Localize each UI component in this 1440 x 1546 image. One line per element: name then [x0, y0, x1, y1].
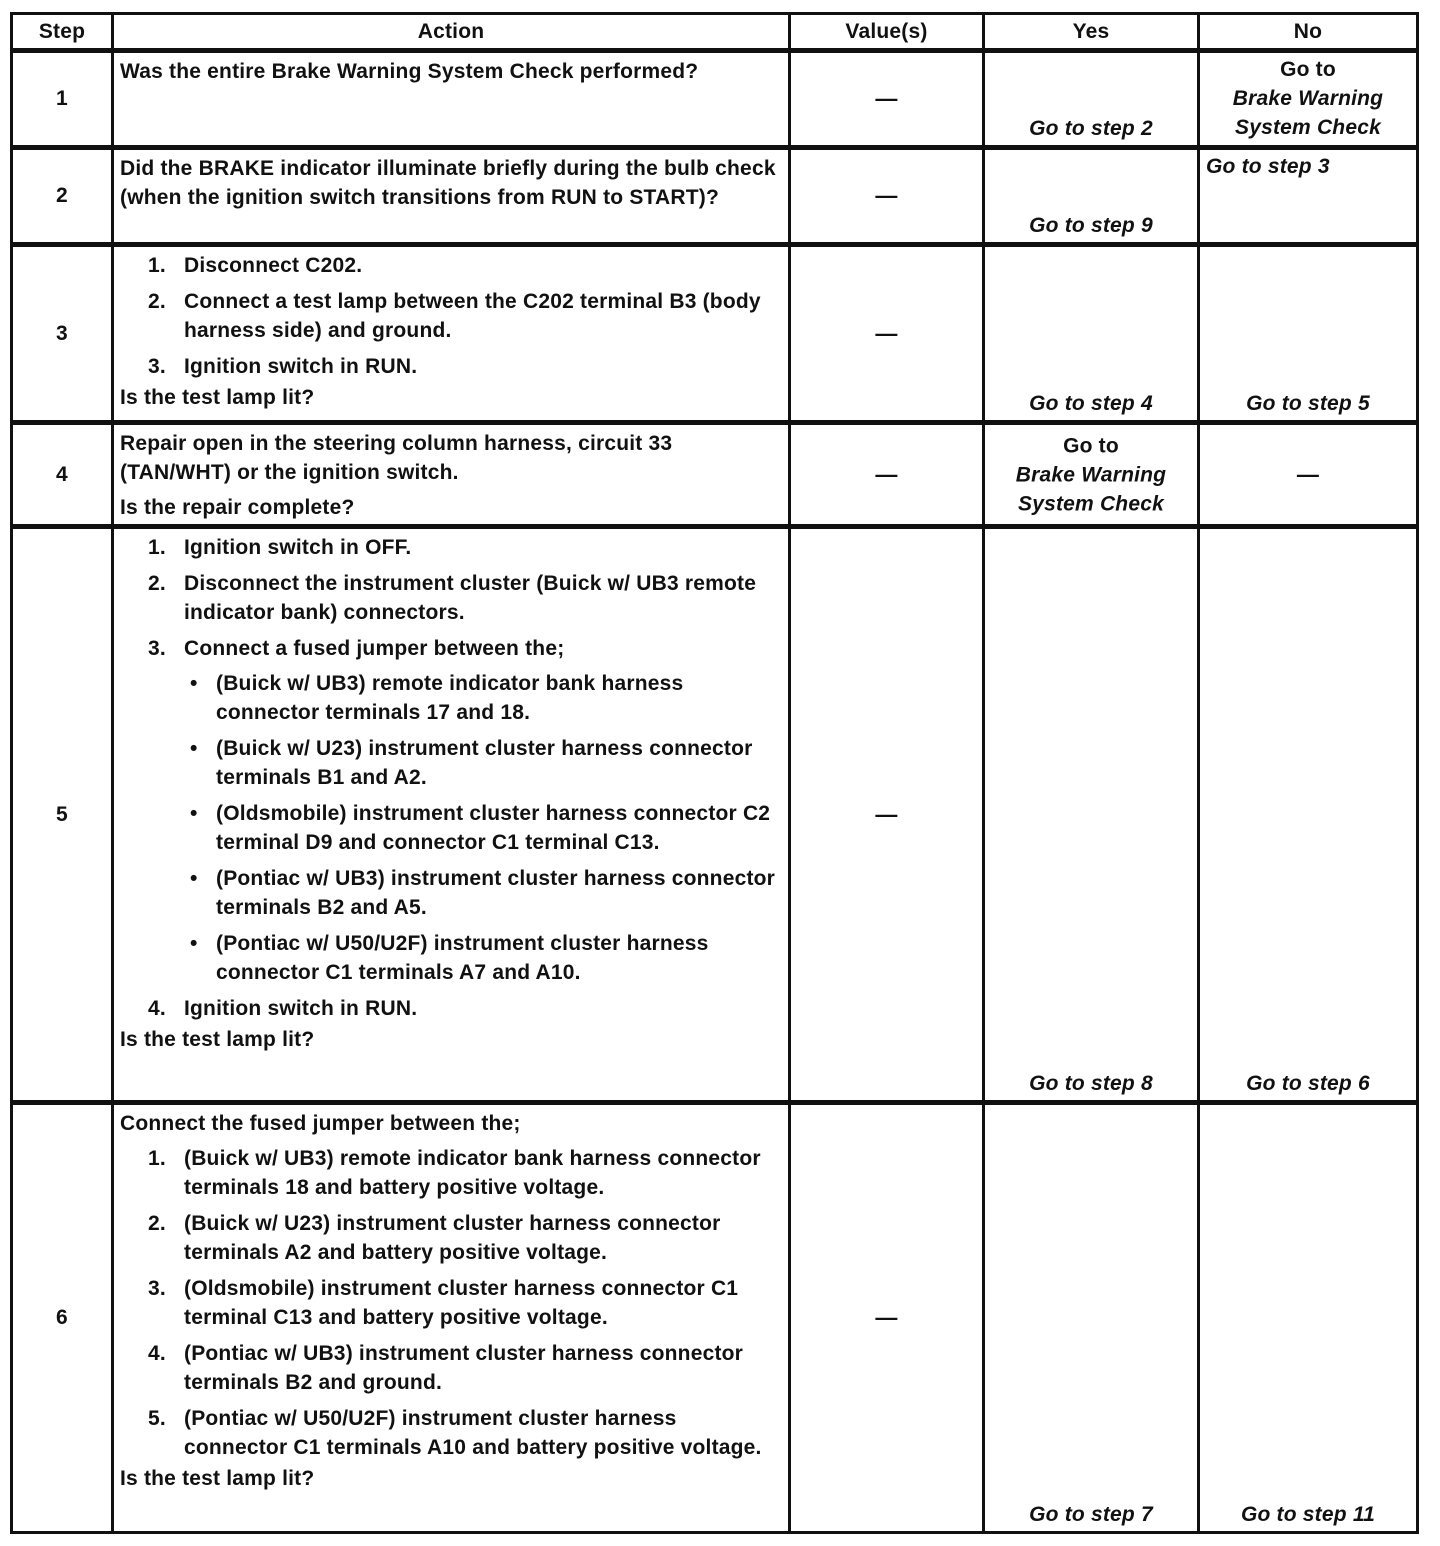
bullet-icon: • [190, 932, 198, 955]
list-item [120, 251, 784, 280]
bullet-icon: • [190, 867, 198, 890]
bullet-item [184, 929, 784, 987]
list-item [120, 352, 784, 381]
table-row [12, 51, 1418, 148]
step-number: 3 [12, 245, 113, 423]
bullet-item [184, 864, 784, 922]
yes-link[interactable]: Go to step 7 [1029, 1503, 1153, 1526]
action-cell [113, 423, 790, 527]
list-item [120, 994, 784, 1023]
step-number: 2 [12, 148, 113, 245]
yes-link[interactable]: Go to step 9 [1029, 214, 1153, 237]
item-number: 5. [148, 1407, 166, 1430]
bullet-text: (Buick w/ UB3) remote indicator bank harness connector terminals 17 and 18. [216, 672, 684, 724]
bullet-item [184, 669, 784, 727]
action-cell [113, 148, 790, 245]
value-cell: — [790, 1103, 984, 1533]
item-text: (Pontiac w/ U50/U2F) instrument cluster harness connector C1 terminals A10 and battery positive voltage. [184, 1407, 762, 1459]
question: Did the BRAKE indicator illuminate briefly during the bulb check (when the ignition switch transitions from RUN to START)? [120, 157, 776, 209]
step-number: 6 [12, 1103, 113, 1533]
table-row [12, 245, 1418, 423]
question: Is the repair complete? [120, 496, 355, 519]
list-item [120, 634, 784, 987]
item-text: Disconnect the instrument cluster (Buick w/ UB3 remote indicator bank) connectors. [184, 572, 757, 624]
item-number: 2. [148, 290, 166, 313]
yes-link[interactable]: Go to step 2 [1029, 117, 1153, 140]
bullet-text: (Buick w/ U23) instrument cluster harness connector terminals B1 and A2. [216, 737, 753, 789]
item-number: 3. [148, 355, 166, 378]
value-cell: — [790, 423, 984, 527]
bullet-text: (Pontiac w/ UB3) instrument cluster harness connector terminals B2 and A5. [216, 867, 776, 919]
item-number: 3. [148, 637, 166, 660]
header-row [12, 14, 1418, 51]
item-number: 2. [148, 1212, 166, 1235]
item-text: Disconnect C202. [184, 254, 363, 277]
diagnostic-table [10, 12, 1419, 1534]
list-item [120, 1404, 784, 1462]
action-cell [113, 51, 790, 148]
no-cell [1199, 51, 1418, 148]
item-number: 4. [148, 997, 166, 1020]
table-row [12, 1103, 1418, 1533]
item-number: 1. [148, 254, 166, 277]
no-link-line: Go to [1280, 58, 1336, 81]
step-number: 1 [12, 51, 113, 148]
no-link[interactable] [1200, 55, 1416, 142]
list-item [120, 287, 784, 345]
step-number: 5 [12, 527, 113, 1103]
item-number: 2. [148, 572, 166, 595]
list-item [120, 1209, 784, 1267]
item-text: (Buick w/ U23) instrument cluster harness connector terminals A2 and battery positive voltage. [184, 1212, 721, 1264]
list-item [120, 1274, 784, 1332]
bullet-list [184, 669, 784, 987]
no-cell: — [1199, 423, 1418, 527]
table-row [12, 148, 1418, 245]
bullet-text: (Oldsmobile) instrument cluster harness connector C2 terminal D9 and connector C1 terminal C13. [216, 802, 771, 854]
item-text: (Oldsmobile) instrument cluster harness connector C1 terminal C13 and battery positive voltage. [184, 1277, 739, 1329]
item-text: Connect a fused jumper between the; [184, 637, 565, 660]
value-cell: — [790, 245, 984, 423]
yes-cell [984, 1103, 1199, 1533]
value-cell: — [790, 51, 984, 148]
bullet-icon: • [190, 737, 198, 760]
action-cell [113, 527, 790, 1103]
value-cell: — [790, 148, 984, 245]
header-values: Value(s) [790, 14, 984, 51]
action-cell [113, 245, 790, 423]
yes-cell [984, 148, 1199, 245]
no-link[interactable]: Go to step 5 [1246, 392, 1370, 415]
question: Is the test lamp lit? [120, 386, 315, 409]
yes-link-line: Brake Warning [1015, 463, 1167, 486]
bullet-icon: • [190, 802, 198, 825]
bullet-item [184, 734, 784, 792]
item-text: Ignition switch in RUN. [184, 997, 418, 1020]
no-link[interactable]: Go to step 11 [1240, 1503, 1376, 1526]
numbered-steps [120, 533, 784, 1023]
yes-cell [984, 423, 1199, 527]
yes-cell [984, 245, 1199, 423]
value-cell: — [790, 527, 984, 1103]
action-intro: Connect the fused jumper between the; [120, 1112, 521, 1135]
yes-cell [984, 527, 1199, 1103]
yes-cell [984, 51, 1199, 148]
numbered-steps [120, 251, 784, 381]
no-cell [1199, 148, 1418, 245]
no-link[interactable]: Go to step 3 [1206, 155, 1330, 178]
item-number: 3. [148, 1277, 166, 1300]
no-link-line: Brake Warning [1232, 87, 1384, 110]
item-text: (Buick w/ UB3) remote indicator bank harness connector terminals 18 and battery positive voltage. [184, 1147, 761, 1199]
item-text: Connect a test lamp between the C202 terminal B3 (body harness side) and ground. [184, 290, 761, 342]
bullet-text: (Pontiac w/ U50/U2F) instrument cluster harness connector C1 terminals A7 and A10. [216, 932, 709, 984]
header-yes: Yes [984, 14, 1199, 51]
no-cell [1199, 1103, 1418, 1533]
yes-link-line: System Check [1018, 492, 1164, 515]
list-item [120, 569, 784, 627]
item-number: 1. [148, 536, 166, 559]
yes-link-line: Go to [1063, 434, 1119, 457]
item-text: Ignition switch in OFF. [184, 536, 412, 559]
no-cell [1199, 527, 1418, 1103]
question: Was the entire Brake Warning System Check performed? [120, 60, 699, 83]
header-step: Step [12, 14, 113, 51]
list-item [120, 1144, 784, 1202]
question: Is the test lamp lit? [120, 1467, 315, 1490]
item-number: 1. [148, 1147, 166, 1170]
table-row [12, 423, 1418, 527]
action-cell [113, 1103, 790, 1533]
bullet-item [184, 799, 784, 857]
list-item [120, 1339, 784, 1397]
header-no: No [1199, 14, 1418, 51]
item-text: (Pontiac w/ UB3) instrument cluster harness connector terminals B2 and ground. [184, 1342, 744, 1394]
numbered-steps [120, 1144, 784, 1462]
diagnostic-table-page [10, 12, 1416, 1534]
header-action: Action [113, 14, 790, 51]
bullet-icon: • [190, 672, 198, 695]
item-number: 4. [148, 1342, 166, 1365]
yes-link[interactable]: Go to step 4 [1029, 392, 1153, 415]
item-text: Ignition switch in RUN. [184, 355, 418, 378]
no-link[interactable]: Go to step 6 [1246, 1072, 1370, 1095]
list-item [120, 533, 784, 562]
table-row [12, 527, 1418, 1103]
no-link-line: System Check [1235, 116, 1381, 139]
yes-link[interactable]: Go to step 8 [1029, 1072, 1153, 1095]
step-number: 4 [12, 423, 113, 527]
action-text: Repair open in the steering column harness, circuit 33 (TAN/WHT) or the ignition switch. [120, 432, 673, 484]
yes-link[interactable] [985, 431, 1197, 518]
question: Is the test lamp lit? [120, 1028, 315, 1051]
no-cell [1199, 245, 1418, 423]
